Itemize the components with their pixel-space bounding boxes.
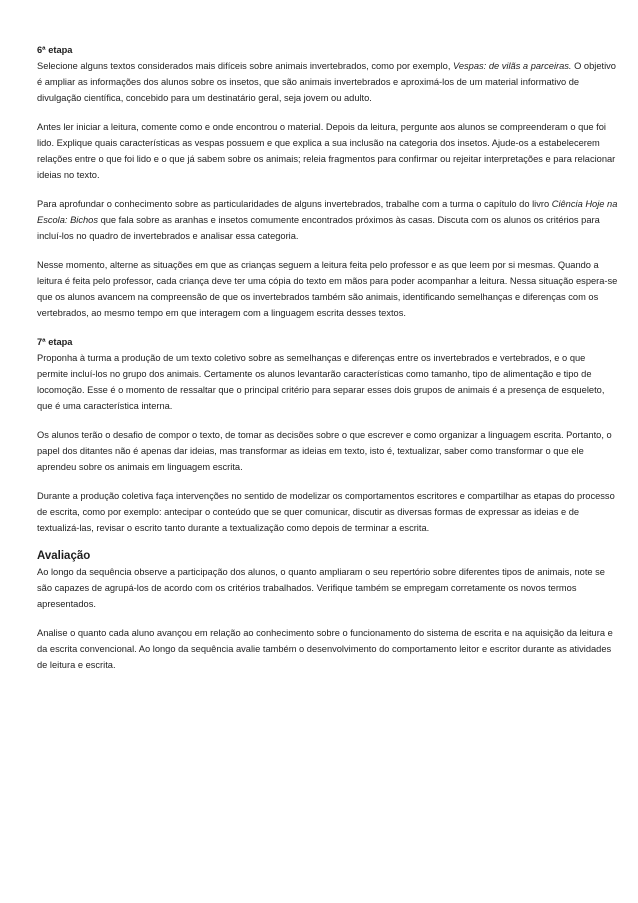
- stage-6-paragraph-3: [37, 196, 618, 244]
- stage-6-p1-book-title: Vespas: de vilãs a parceiras.: [453, 61, 572, 71]
- stage-6-p1-text-a: Selecione alguns textos considerados mais difíceis sobre animais invertebrados, como por exemplo,: [37, 61, 453, 71]
- stage-6-p3-book-title: Ciência Hoje na Escola: Bichos: [37, 199, 618, 225]
- stage-7-heading: 7ª etapa: [37, 337, 73, 347]
- evaluation-title: Avaliação: [37, 550, 91, 562]
- stage-7-paragraph-3: Durante a produção coletiva faça intervenções no sentido de modelizar os comportamentos escritores e compartilhar as etapas do processo de escrita, como por exemplo: antecipar o conteúdo que se quer comunicar, discutir as diversas formas de expressar as ideias e de textualizá-las, revisar o escrito tanto durante a textualização como depois de terminar a escrita.: [37, 491, 615, 533]
- stage-6-paragraph-2: Antes ler iniciar a leitura, comente como e onde encontrou o material. Depois da leitura, pergunte aos alunos se compreenderam o que foi lido. Explique quais características as vespas possuem e que explica a sua inclusão na categoria dos insetos. Ajude-os a estabelecerem relações entre o que foi lido e o que já sabem sobre os animais; releia fragmentos para confirmar ou rejeitar interpretações e para relacionar ideias no texto.: [37, 122, 616, 180]
- stage-7-paragraph-2: Os alunos terão o desafio de compor o texto, de tomar as decisões sobre o que escrever e como organizar a linguagem escrita. Portanto, o papel dos ditantes não é apenas dar ideias, mas transformar as ideias em texto, isto é, textualizar, saber como transformar o que ele aprendeu sobre os animais em linguagem escrita.: [37, 430, 612, 472]
- stage-7-paragraph-1: Proponha à turma a produção de um texto coletivo sobre as semelhanças e diferenças entre os invertebrados e vertebrados, e o que permite incluí-los no grupo dos animais. Certamente os alunos levantarão características como tamanho, tipo de alimentação e tipo de locomoção. Esse é o momento de ressaltar que o principal critério para separar esses dois grupos de animais é a presença de esqueleto, que é uma característica interna.: [37, 353, 605, 411]
- stage-6-p3-text-b: que fala sobre as aranhas e insetos comumente encontrados próximos às casas. Discuta com os alunos os critérios para incluí-los no quadro de invertebrados e analisar essa categoria.: [37, 215, 600, 241]
- evaluation-paragraph-2: Analise o quanto cada aluno avançou em relação ao conhecimento sobre o funcionamento do sistema de escrita e na aquisição da leitura e da escrita convencional. Ao longo da sequência avalie também o desenvolvimento do comportamento leitor e escritor durante as atividades de leitura e escrita.: [37, 628, 613, 670]
- stage-6-heading: 6ª etapa: [37, 45, 73, 55]
- stage-6-p3-text-a: Para aprofundar o conhecimento sobre as particularidades de alguns invertebrados, trabalhe com a turma o capítulo do livro: [37, 199, 552, 209]
- stage-6-p1-text-b: O objetivo é ampliar as informações dos alunos sobre os insetos, que são animais invertebrados e aproximá-los de um material informativo de divulgação científica, concebido para um destinatário geral, seja jovem ou adulto.: [37, 61, 616, 103]
- stage-6-paragraph-4: Nesse momento, alterne as situações em que as crianças seguem a leitura feita pelo professor e as que leem por si mesmas. Quando a leitura é feita pelo professor, cada criança deve ter uma cópia do texto em mãos para poder acompanhar a leitura. Nessa situação espera-se que os alunos avancem na compreensão de que os invertebrados também são animais, identificando semelhanças e diferenças com os vertebrados, ao mesmo tempo em que interagem com a linguagem escrita desses textos.: [37, 260, 618, 318]
- stage-6-paragraph-1: [37, 58, 618, 106]
- evaluation-paragraph-1: Ao longo da sequência observe a participação dos alunos, o quanto ampliaram o seu repertório sobre diferentes tipos de animais, note se são capazes de agrupá-los de acordo com os critérios trabalhados. Verifique também se empregam corretamente os novos termos apresentados.: [37, 567, 605, 609]
